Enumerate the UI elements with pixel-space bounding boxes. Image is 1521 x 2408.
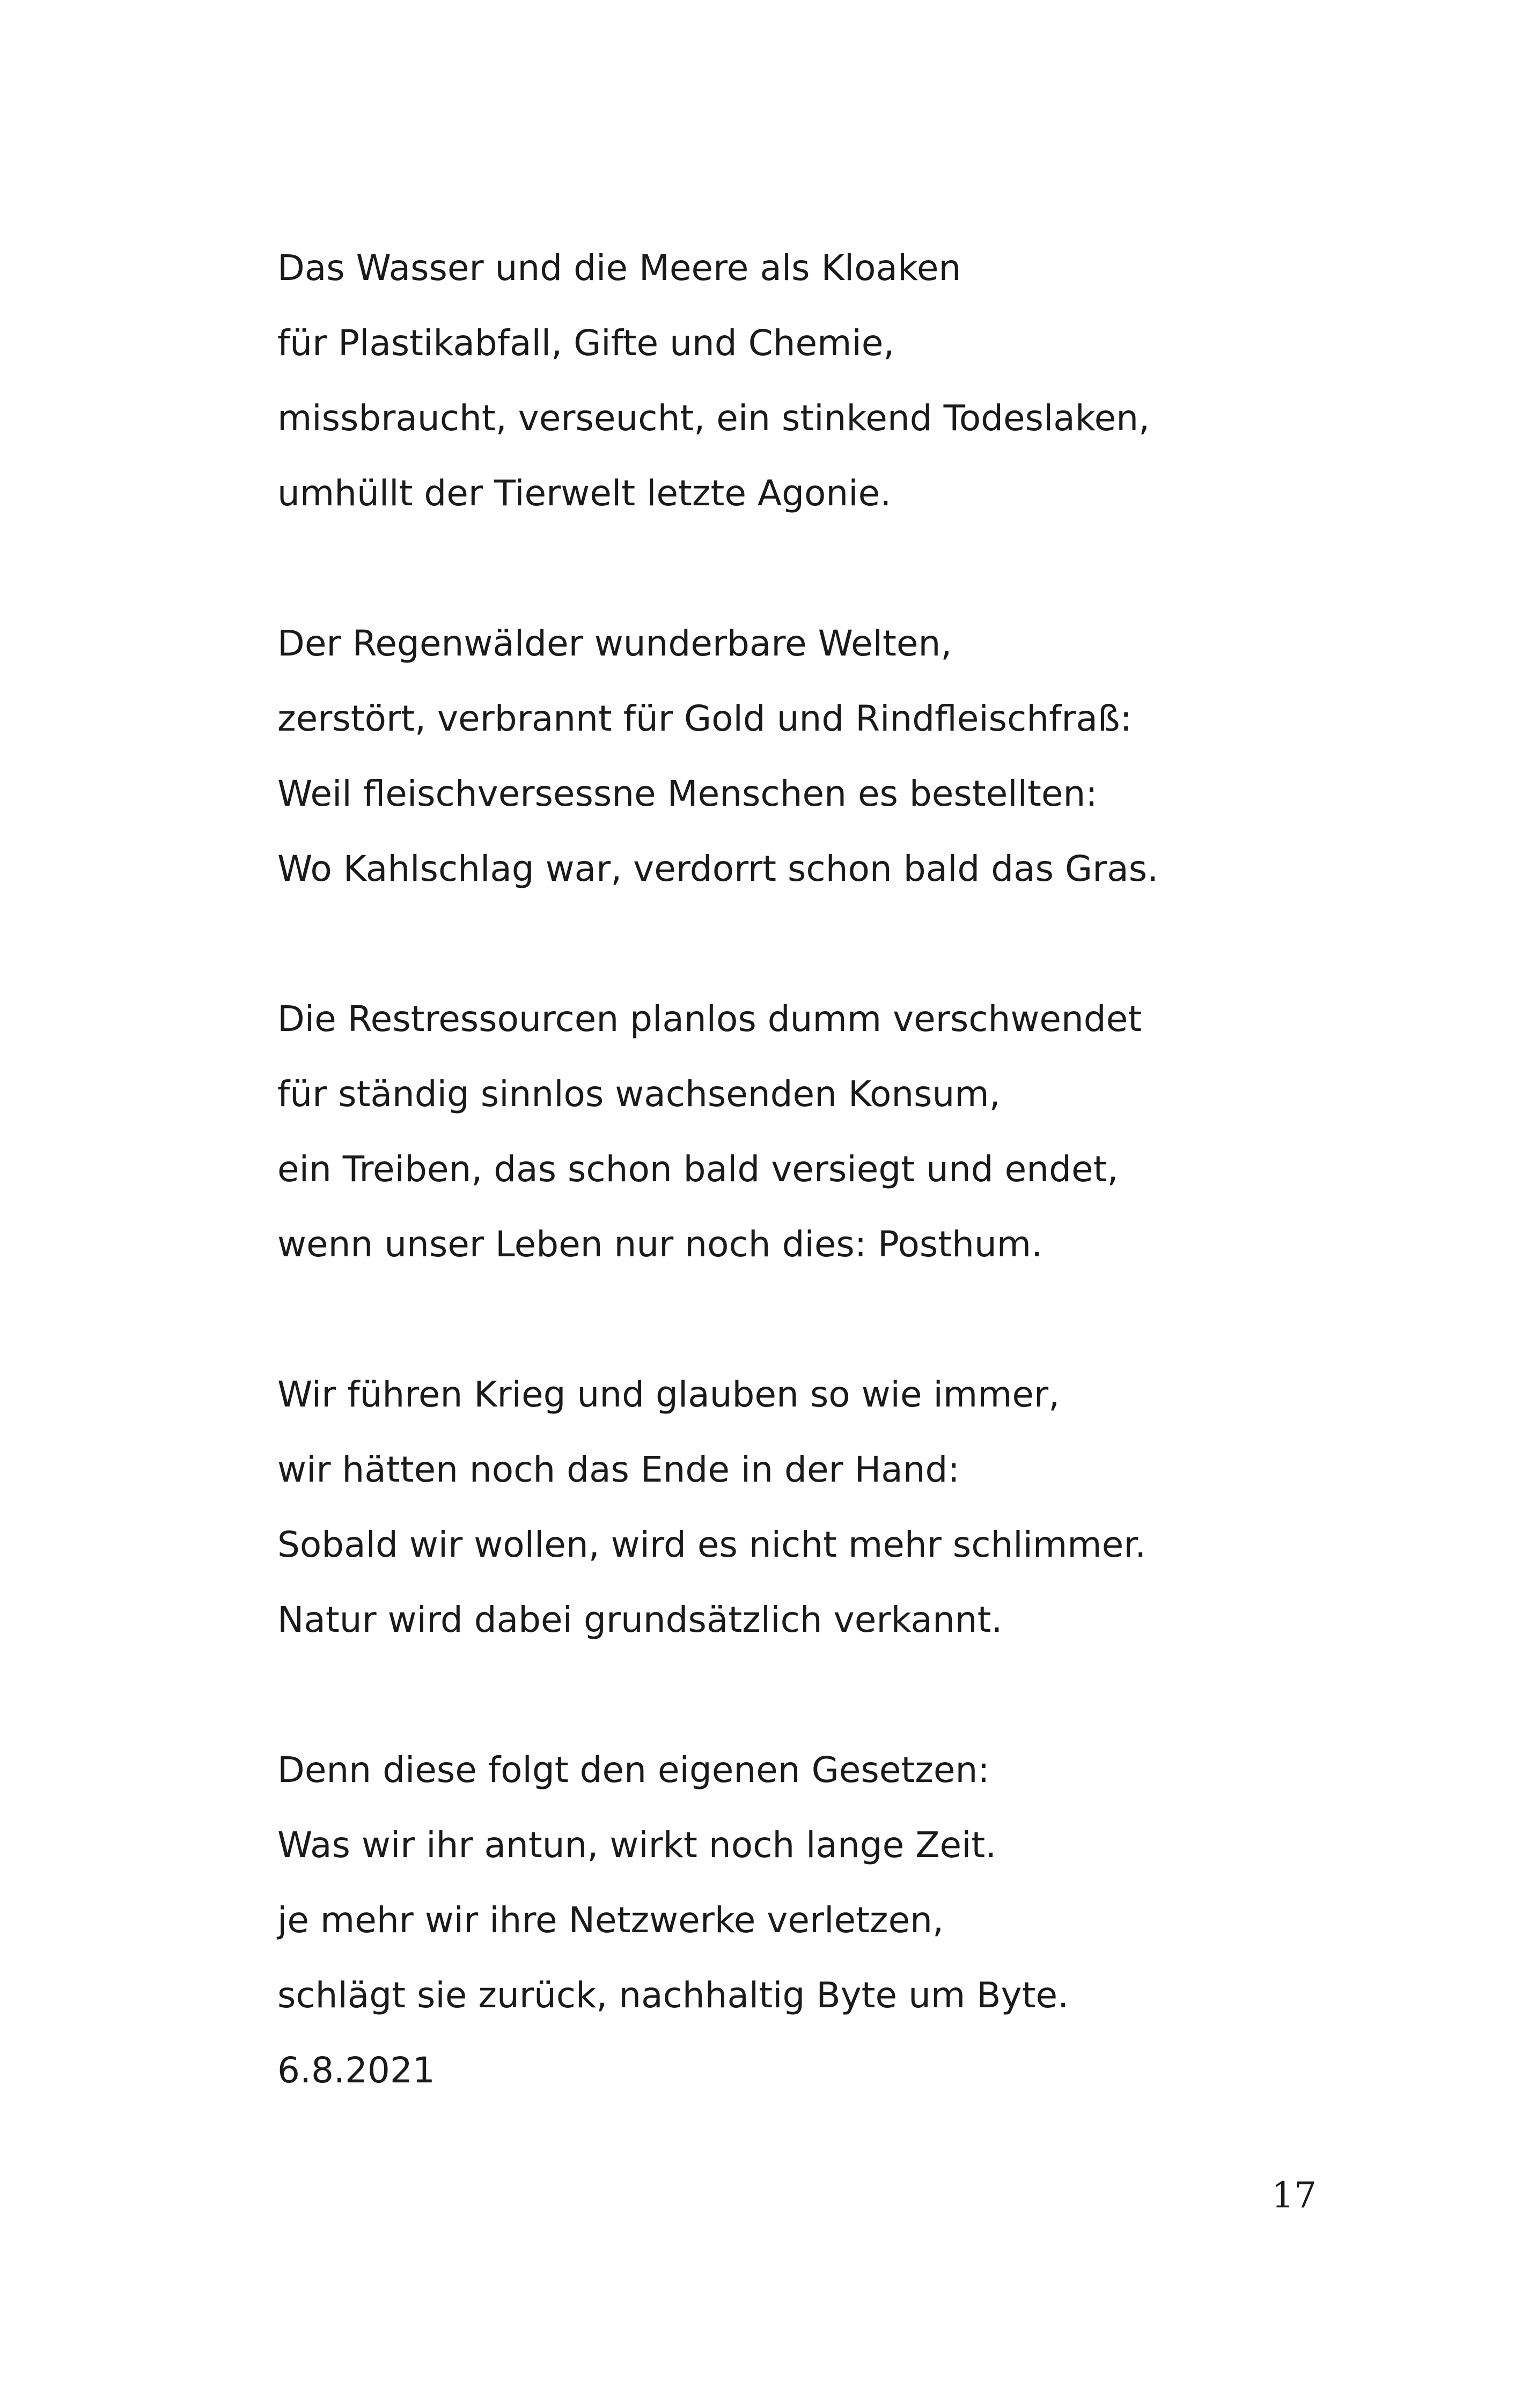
poem-line: je mehr wir ihre Netzwerke verletzen, (277, 1899, 944, 1941)
poem-line: wir hätten noch das Ende in der Hand: (277, 1449, 960, 1490)
poem-line: Denn diese folgt den eigenen Gesetzen: (277, 1749, 990, 1791)
poem-line: Was wir ihr antun, wirkt noch lange Zeit. (277, 1824, 997, 1866)
poem-line: missbraucht, verseucht, ein stinkend Todeslaken, (277, 397, 1150, 439)
poem-line: Natur wird dabei grundsätzlich verkannt. (277, 1599, 1003, 1640)
poem-line: für ständig sinnlos wachsenden Konsum, (277, 1073, 1001, 1115)
poem-line: Sobald wir wollen, wird es nicht mehr schlimmer. (277, 1524, 1147, 1565)
poem-line: Wir führen Krieg und glauben so wie immer, (277, 1374, 1060, 1415)
poem-line: Das Wasser und die Meere als Kloaken (277, 247, 961, 289)
poem-line: umhüllt der Tierwelt letzte Agonie. (277, 473, 892, 514)
poem-line: Der Regenwälder wunderbare Welten, (277, 623, 952, 664)
poem-line: Die Restressourcen planlos dumm verschwendet (277, 998, 1142, 1040)
poem-line: für Plastikabfall, Gifte und Chemie, (277, 322, 895, 364)
stanza-4 (277, 1357, 1350, 1658)
poem-line: Weil fleischversessne Menschen es bestellten: (277, 773, 1098, 814)
poem-line: Wo Kahlschlag war, verdorrt schon bald das Gras. (277, 848, 1159, 889)
poem-body (277, 231, 1350, 2108)
poem-line: ein Treiben, das schon bald versiegt und endet, (277, 1148, 1119, 1190)
page-number: 17 (1272, 2175, 1317, 2216)
stanza-5 (277, 1733, 1350, 2108)
stanza-3 (277, 982, 1350, 1282)
poem-line: wenn unser Leben nur noch dies: Posthum. (277, 1224, 1043, 1265)
poem-date: 6.8.2021 (277, 2050, 435, 2091)
stanza-1 (277, 231, 1350, 531)
stanza-2 (277, 606, 1350, 907)
poem-line: schlägt sie zurück, nachhaltig Byte um Byte. (277, 1975, 1069, 2016)
poem-line: zerstört, verbrannt für Gold und Rindfleischfraß: (277, 698, 1132, 739)
